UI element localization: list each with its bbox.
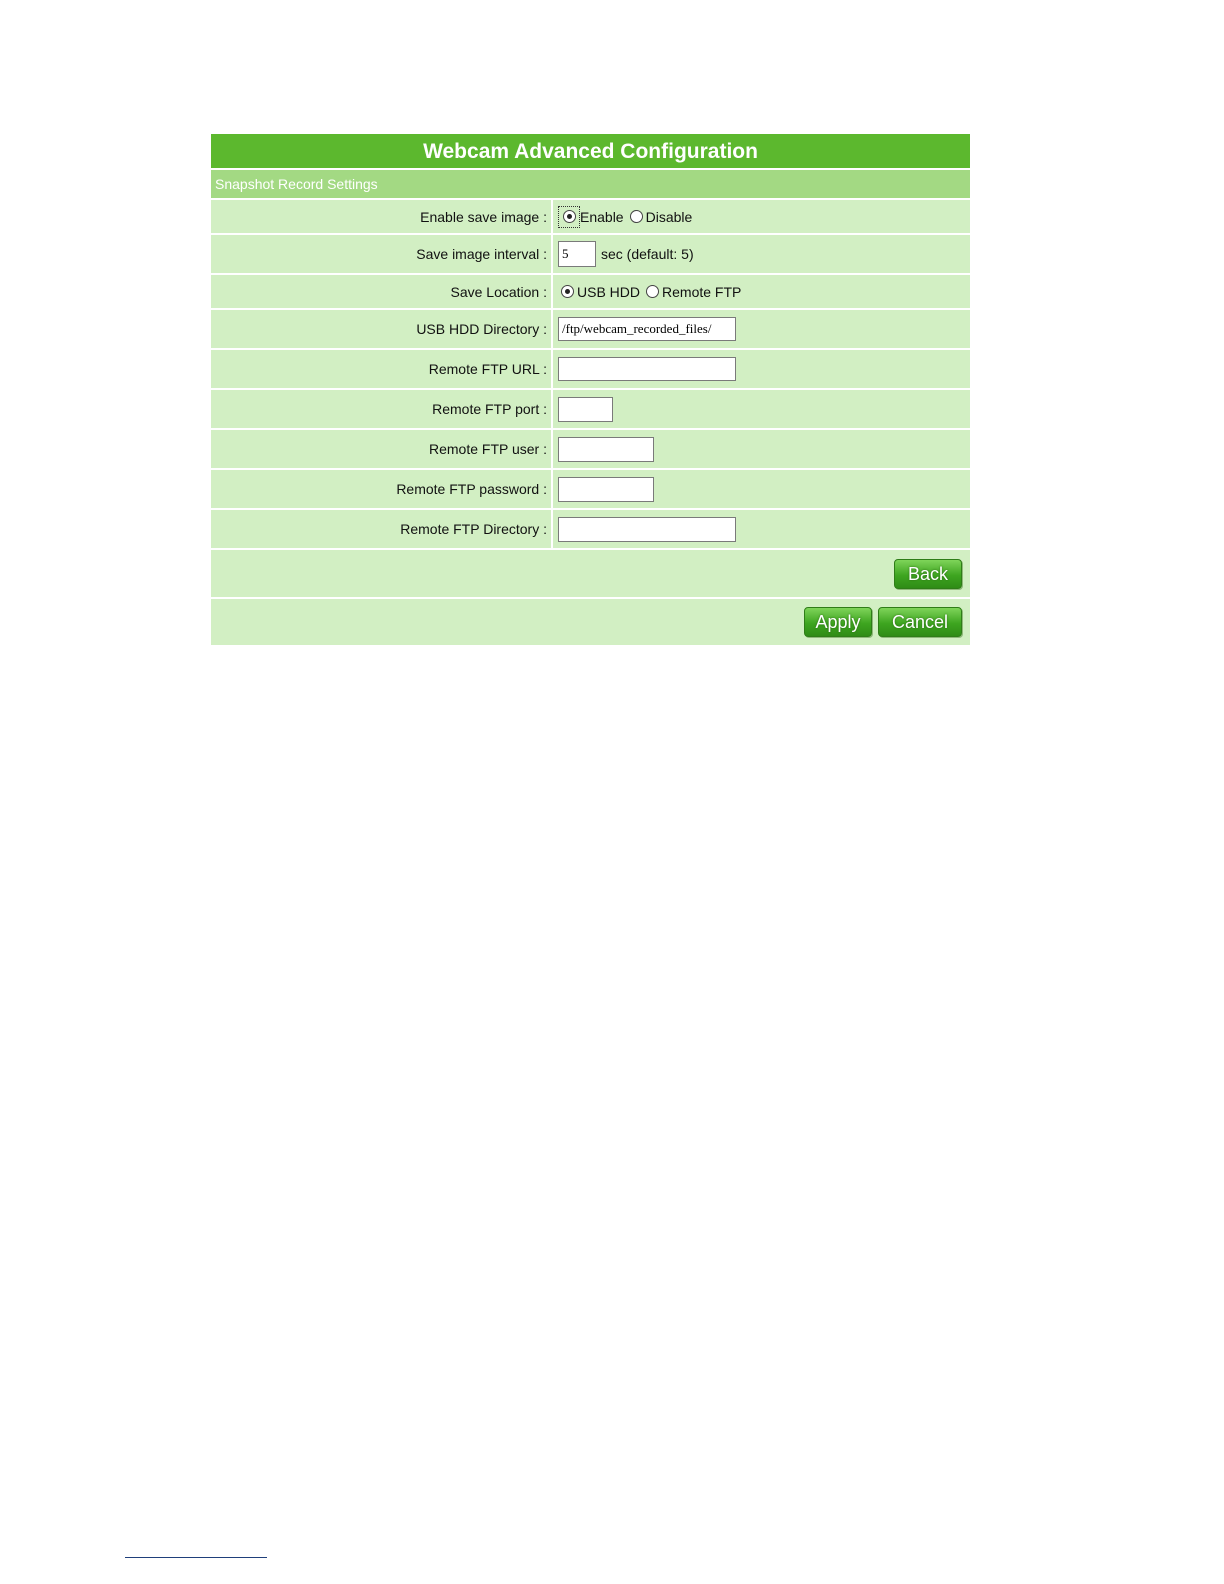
back-button[interactable]: Back [894, 559, 962, 589]
remote-ftp-url-label: Remote FTP URL : [211, 350, 553, 388]
remote-ftp-user-label: Remote FTP user : [211, 430, 553, 468]
save-image-interval-suffix: sec (default: 5) [601, 246, 694, 262]
row-save-image-interval [211, 235, 970, 275]
remote-ftp-password-input[interactable] [558, 477, 654, 502]
remote-ftp-password-controls [553, 470, 970, 508]
remote-ftp-port-controls [553, 390, 970, 428]
webcam-config-panel [211, 134, 970, 645]
radio-remote-ftp[interactable] [646, 285, 659, 298]
remote-ftp-port-label: Remote FTP port : [211, 390, 553, 428]
remote-ftp-url-input[interactable] [558, 357, 736, 381]
row-enable-save-image [211, 200, 970, 235]
footnote-separator [125, 1557, 267, 1558]
save-location-label: Save Location : [211, 275, 553, 308]
save-image-interval-label: Save image interval : [211, 235, 553, 273]
usb-hdd-directory-label: USB HDD Directory : [211, 310, 553, 348]
row-remote-ftp-user [211, 430, 970, 470]
remote-ftp-password-label: Remote FTP password : [211, 470, 553, 508]
cancel-button[interactable]: Cancel [878, 607, 962, 637]
radio-usb-hdd[interactable] [561, 285, 574, 298]
apply-button[interactable]: Apply [804, 607, 872, 637]
usb-hdd-directory-controls [553, 310, 970, 348]
radio-enable[interactable] [563, 210, 576, 223]
remote-ftp-user-input[interactable] [558, 437, 654, 462]
remote-ftp-directory-controls [553, 510, 970, 548]
remote-ftp-directory-input[interactable] [558, 517, 736, 542]
back-button-row [211, 550, 970, 599]
enable-save-image-label: Enable save image : [211, 200, 553, 233]
section-header: Snapshot Record Settings [211, 170, 970, 200]
save-image-interval-input[interactable] [558, 241, 596, 267]
radio-disable[interactable] [630, 210, 643, 223]
radio-usb-hdd-label[interactable]: USB HDD [577, 283, 641, 300]
row-remote-ftp-directory [211, 510, 970, 550]
radio-enable-label[interactable]: Enable [580, 208, 624, 225]
save-location-options [553, 275, 970, 308]
radio-disable-label[interactable]: Disable [645, 208, 693, 225]
radio-focus-outline [558, 206, 580, 228]
remote-ftp-user-controls [553, 430, 970, 468]
action-button-row [211, 599, 970, 645]
save-image-interval-controls [553, 235, 970, 273]
row-remote-ftp-url [211, 350, 970, 390]
row-remote-ftp-password [211, 470, 970, 510]
remote-ftp-url-controls [553, 350, 970, 388]
enable-save-image-options [553, 200, 970, 233]
page-title: Webcam Advanced Configuration [211, 134, 970, 170]
remote-ftp-port-input[interactable] [558, 397, 613, 422]
row-remote-ftp-port [211, 390, 970, 430]
row-save-location [211, 275, 970, 310]
remote-ftp-directory-label: Remote FTP Directory : [211, 510, 553, 548]
row-usb-hdd-directory [211, 310, 970, 350]
usb-hdd-directory-input[interactable] [558, 317, 736, 341]
radio-remote-ftp-label[interactable]: Remote FTP [662, 283, 742, 300]
